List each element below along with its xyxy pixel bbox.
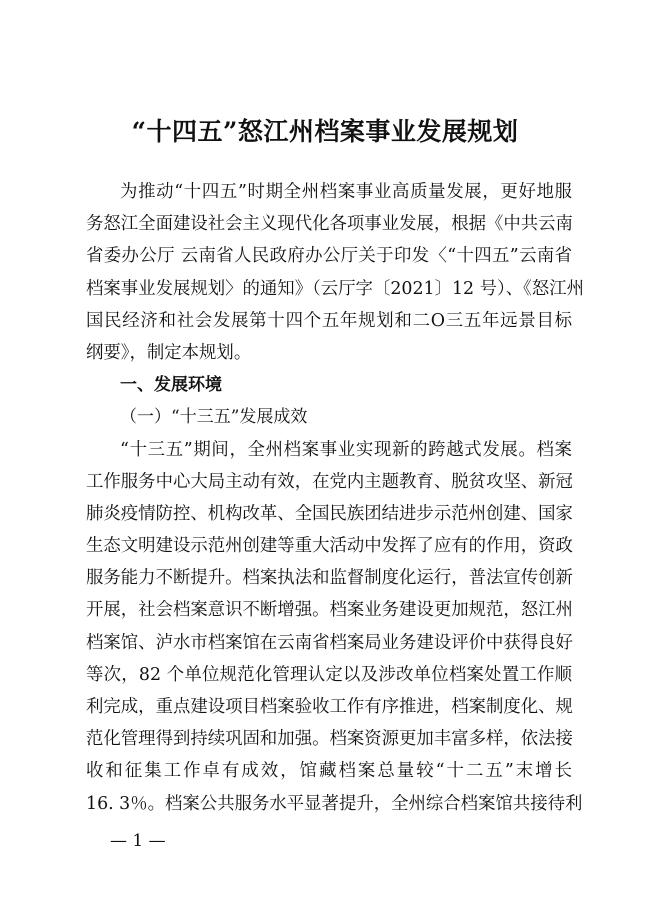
intro-paragraph-line: 国民经济和社会发展第十四个五年规划和二O三五年远景目标 — [86, 310, 572, 331]
page-number: — 1 — — [110, 831, 166, 851]
section-paragraph-line: 生态文明建设示范州创建等重大活动中发挥了应有的作用，资政 — [86, 536, 573, 557]
section-paragraph-line: 收和征集工作卓有成效，馆藏档案总量较“十二五”末增长 — [86, 761, 572, 782]
section-paragraph-line: 范化管理得到持续巩固和加强。档案资源更加丰富多样，依法接 — [86, 729, 573, 750]
intro-paragraph-line: 为推动“十四五”时期全州档案事业高质量发展，更好地服 — [120, 182, 572, 202]
intro-paragraph-line: 纲要》，制定本规划。 — [86, 342, 252, 363]
section-paragraph-line: 等次，82 个单位规范化管理认定以及涉改单位档案处置工作顺 — [86, 664, 572, 685]
intro-paragraph-line: 档案事业发展规划〉的通知》（云厅字〔2021〕12 号）、《怒江州 — [86, 278, 584, 299]
section-paragraph-line: 服务能力不断提升。档案执法和监督制度化运行，普法宣传创新 — [86, 568, 573, 589]
section-paragraph-line: 档案馆、泸水市档案馆在云南省档案局业务建设评价中获得良好 — [86, 632, 573, 653]
section-paragraph-line: 利完成，重点建设项目档案验收工作有序推进，档案制度化、规 — [86, 697, 573, 717]
intro-paragraph-line: 务怒江全面建设社会主义现代化各项事业发展，根据《中共云南 — [86, 214, 573, 235]
document-title: “十四五”怒江州档案事业发展规划 — [131, 117, 519, 146]
section-heading: 一、发展环境 — [120, 375, 222, 396]
document-body — [86, 176, 584, 820]
subsection-heading: （一）“十三五”发展成效 — [120, 407, 308, 428]
section-paragraph-line: 肺炎疫情防控、机构改革、全国民族团结进步示范州创建、国家 — [86, 503, 573, 524]
section-paragraph-line: 开展，社会档案意识不断增强。档案业务建设更加规范，怒江州 — [86, 600, 573, 621]
intro-paragraph-line: 省委办公厅 云南省人民政府办公厅关于印发〈“十四五”云南省 — [86, 246, 572, 267]
section-paragraph-line: “十三五”期间，全州档案事业实现新的跨越式发展。档案 — [120, 439, 572, 460]
section-paragraph-line: 16. 3％。档案公共服务水平显著提升，全州综合档案馆共接待利 — [86, 793, 583, 814]
section-paragraph-line: 工作服务中心大局主动有效，在党内主题教育、脱贫攻坚、新冠 — [86, 471, 573, 492]
